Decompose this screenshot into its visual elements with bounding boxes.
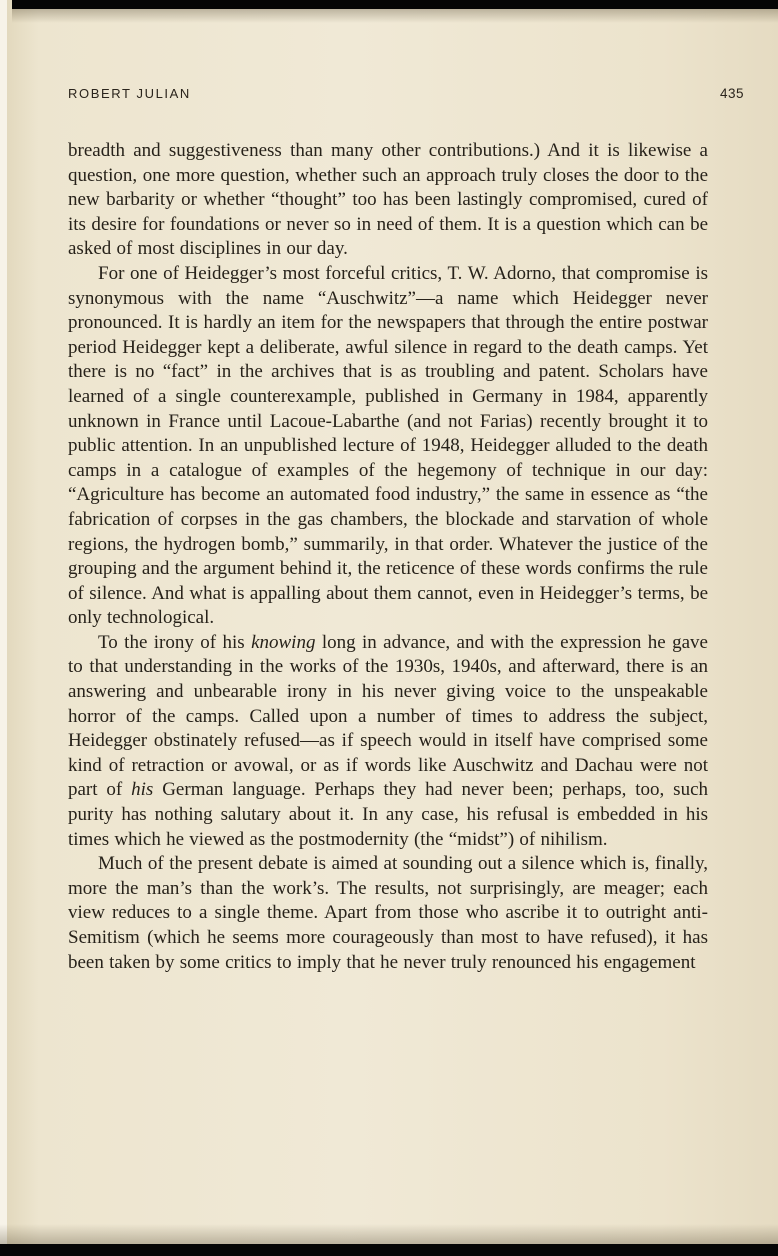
scan-edge-left <box>0 0 7 1256</box>
body-text <box>68 139 708 975</box>
text-run: For one of Heidegger’s most forceful critics, T. W. Adorno, that compromise is synonymous with the name “Auschwitz”—a name which Heidegger never pronounced. It is hardly an item for the newspapers that through the entire postwar period Heidegger kept a deliberate, awful silence in regard to the death camps. Yet there is no “fact” in the archives that is as troubling and patent. Scholars have learned of a single counterexample, published in Germany in 1984, apparently unknown in France until Lacoue-Labarthe (and not Farias) recently brought it to public attention. In an unpublished lecture of 1948, Heidegger alluded to the death camps in a catalogue of examples of the hegemony of technique in our day: “Agriculture has become an automated food industry,” the same in essence as “the fabrication of corpses in the gas chambers, the blockade and starvation of whole regions, the hydrogen bomb,” summarily, in that order. Whatever the justice of the grouping and the argument behind it, the reticence of these words confirms the rule of silence. And what is appalling about them cannot, even in Heidegger’s terms, be only technological. <box>68 262 708 629</box>
text-run: Much of the present debate is aimed at sounding out a silence which is, finally, more the man’s than the work’s. The results, not surprisingly, are meager; each view reduces to a single theme. Apart from those who ascribe it to outright anti-Semitism (which he seems more courageously than most to have refused), it has been taken by some critics to imply that he never truly renounced his engagement <box>68 853 708 973</box>
italic-text-run: his <box>131 779 154 801</box>
scan-edge-bottom <box>0 1244 778 1256</box>
paragraph <box>68 852 708 975</box>
page-number: 435 <box>719 86 744 101</box>
running-head-author: ROBERT JULIAN <box>68 86 191 101</box>
text-run: To the irony of his <box>98 631 252 653</box>
text-run: breadth and suggestiveness than many other contributions.) And it is likewise a question, one more question, whether such an approach truly closes the door to the new barbarity or whether “thought” too has been lastingly compromised, cured of its desire for foundations or never so in need of them. It is a question which can be asked of most disciplines in our day. <box>68 140 708 260</box>
text-run: German language. Perhaps they had never been; perhaps, too, such purity has nothing salutary about it. In any case, his refusal is embedded in his times which he viewed as the postmodernity (the “midst”) of nihilism. <box>68 779 708 850</box>
paragraph <box>68 631 708 852</box>
paragraph <box>68 139 708 262</box>
scan-edge-top <box>12 0 778 9</box>
italic-text-run: knowing <box>251 631 316 653</box>
running-header <box>68 86 744 101</box>
text-run: long in advance, and with the expression he gave to that understanding in the works of the 1930s, 1940s, and afterward, there is an answering and unbearable irony in his never giving voice to the unspeakable horror of the camps. Called upon a number of times to address the subject, Heidegger obstinately refused—as if speech would in itself have comprised some kind of retraction or avowal, or as if words like Auschwitz and Dachau were not part of <box>68 631 708 801</box>
paragraph <box>68 262 708 631</box>
